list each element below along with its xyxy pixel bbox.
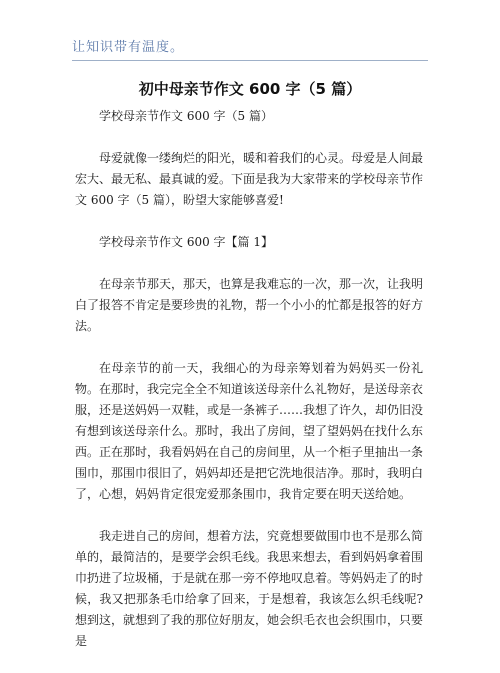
body-paragraph: 我走进自己的房间，想着方法，究竟想要做围巾也不是那么简单的，最简洁的，是要学会织毛线。我思来想去，看到妈妈拿着围巾扔进了垃圾桶，于是就在那一旁不停地叹息着。等妈妈走了的时候，我又把那条毛巾给拿了回来，于是想着，我该怎么织毛线呢?想到这，就想到了我的那位好朋友，她会织毛衣也会织围巾，只要是 [75,529,424,648]
body-paragraph: 在母亲节那天，那天，也算是我难忘的一次，那一次，让我明白了报答不肯定是要珍贵的礼物，帮一个小小的忙都是报答的好方法。 [75,277,424,333]
header-divider [72,60,428,61]
section-heading: 学校母亲节作文 600 字【篇 1】 [99,235,273,249]
intro-paragraph: 母爱就像一缕绚烂的阳光，暖和着我们的心灵。母爱是人间最宏大、最无私、最真诚的爱。下面是我为大家带来的学校母亲节作文 600 字（5 篇），盼望大家能够喜爱! [75,151,424,207]
header-slogan: 让知识带有温度。 [72,40,185,55]
document-title: 初中母亲节作文 600 字（5 篇） [138,80,362,98]
body-paragraph: 在母亲节的前一天，我细心的为母亲筹划着为妈妈买一份礼物。在那时，我完完全全不知道该送母亲什么礼物好，是送母亲衣服，还是送妈妈一双鞋，或是一条裤子……我想了许久，却仍旧没有想到该送母亲什么。那时，我出了房间，望了望妈妈在找什么东西。正在那时，我看妈妈在自己的房间里，从一个柜子里抽出一条围巾，那围巾很旧了，妈妈却还是把它洗地很洁净。那时，我明白了，心想，妈妈肯定很宠爱那条围巾，我肯定要在明天送给她。 [75,361,424,501]
subtitle-paragraph: 学校母亲节作文 600 字（5 篇） [99,109,273,123]
document-body [75,106,423,673]
